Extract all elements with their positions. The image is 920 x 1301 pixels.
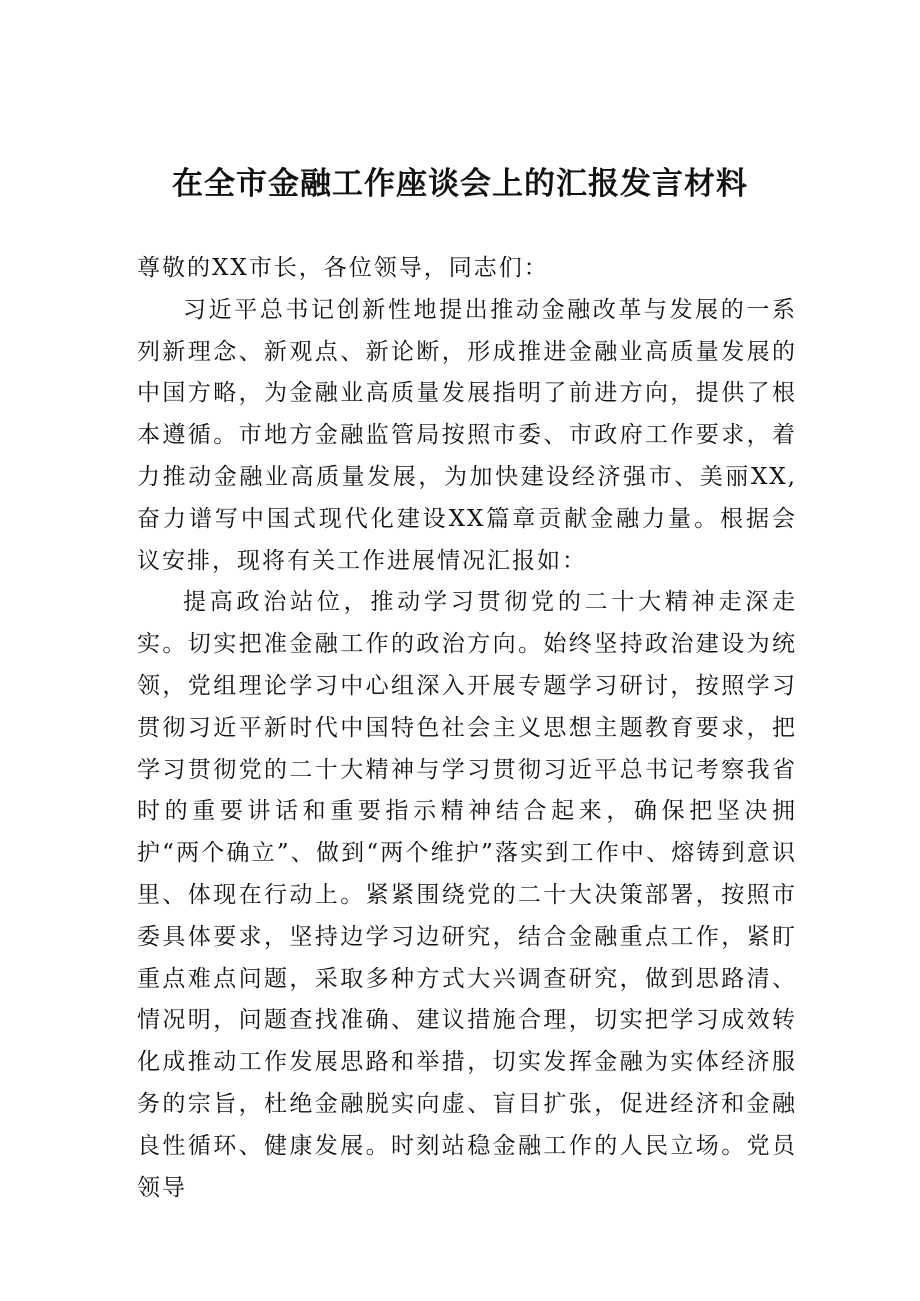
document-body	[137, 248, 797, 1209]
document-title: 在全市金融工作座谈会上的汇报发言材料	[172, 166, 748, 202]
salutation: 尊敬的XX市长，各位领导，同志们：	[137, 255, 549, 281]
paragraph-intro: 习近平总书记创新性地提出推动金融改革与发展的一系列新理念、新观点、新论断，形成推进金融业高质量发展的中国方略，为金融业高质量发展指明了前进方向，提供了根本遵循。市地方金融监管局按照市委、市政府工作要求，着力推动金融业高质量发展，为加快建设经济强市、美丽XX,奋力谱写中国式现代化建设XX篇章贡献金融力量。根据会议安排，现将有关工作进展情况汇报如：	[137, 296, 797, 574]
paragraph-political-stance: 提高政治站位，推动学习贯彻党的二十大精神走深走实。切实把准金融工作的政治方向。始终坚持政治建设为统领，党组理论学习中心组深入开展专题学习研讨，按照学习贯彻习近平新时代中国特色社会主义思想主题教育要求，把学习贯彻党的二十大精神与学习贯彻习近平总书记考察我省时的重要讲话和重要指示精神结合起来，确保把坚决拥护“两个确立”、做到“两个维护”落实到工作中、熔铸到意识里、体现在行动上。紧紧围绕党的二十大决策部署，按照市委具体要求，坚持边学习边研究，结合金融重点工作，紧盯重点难点问题，采取多种方式大兴调查研究，做到思路清、情况明，问题查找准确、建议措施合理，切实把学习成效转化成推动工作发展思路和举措，切实发挥金融为实体经济服务的宗旨，杜绝金融脱实向虚、盲目扩张，促进经济和金融良性循环、健康发展。时刻站稳金融工作的人民立场。党员领导	[137, 589, 797, 1201]
